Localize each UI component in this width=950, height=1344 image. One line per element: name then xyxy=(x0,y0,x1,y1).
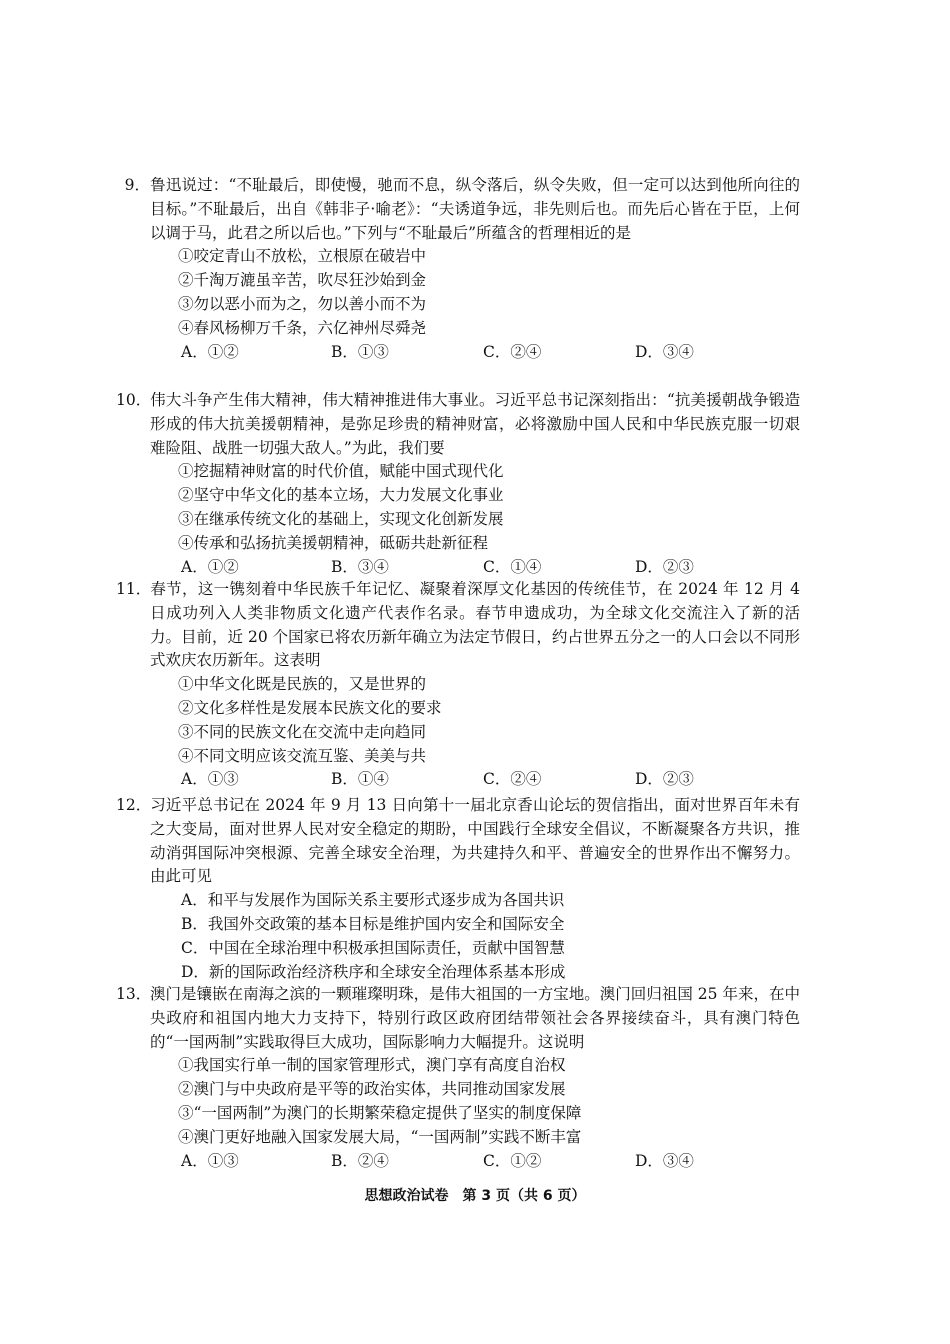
question-12 xyxy=(116,794,800,984)
question-number: 11． xyxy=(116,580,152,598)
answer-choices xyxy=(181,341,800,365)
choice-d: D．②③ xyxy=(635,770,694,789)
answer-choices xyxy=(181,556,800,580)
question-number: 13． xyxy=(116,985,152,1003)
choice-b: B．①③ xyxy=(331,342,389,361)
choice-a: A．和平与发展作为国际关系主要形式逐步成为各国共识 xyxy=(181,891,565,910)
choice-d: D．②③ xyxy=(635,557,694,576)
option-4: ④春风杨柳万千条，六亿神州尽舜尧 xyxy=(178,318,427,337)
choice-d: D．③④ xyxy=(635,342,694,361)
option-1: ①中华文化既是民族的，又是世界的 xyxy=(178,675,427,694)
choice-c: C．②④ xyxy=(483,342,542,361)
choice-a: A．①③ xyxy=(181,1151,239,1170)
choice-a: A．①③ xyxy=(181,770,239,789)
answer-choices xyxy=(181,768,800,792)
option-1: ①咬定青山不放松，立根原在破岩中 xyxy=(178,247,427,266)
page-footer: 思想政治试卷 第 3 页（共 6 页） xyxy=(364,1188,586,1204)
option-2: ②澳门与中央政府是平等的政治实体，共同推动国家发展 xyxy=(178,1080,566,1099)
choice-c: C．中国在全球治理中积极承担国际责任，贡献中国智慧 xyxy=(181,938,565,957)
option-4: ④传承和弘扬抗美援朝精神，砥砺共赴新征程 xyxy=(178,533,489,552)
choice-b: B．③④ xyxy=(331,557,389,576)
option-3: ③勿以恶小而为之，勿以善小而不为 xyxy=(178,294,427,313)
option-2: ②文化多样性是发展本民族文化的要求 xyxy=(178,698,442,717)
option-3: ③“一国两制”为澳门的长期繁荣稳定提供了坚实的制度保障 xyxy=(178,1103,582,1122)
answer-choices xyxy=(181,1150,800,1174)
option-4: ④澳门更好地融入国家发展大局，“一国两制”实践不断丰富 xyxy=(178,1127,582,1146)
option-1: ①挖掘精神财富的时代价值，赋能中国式现代化 xyxy=(178,462,504,481)
choice-a: A．①② xyxy=(181,557,239,576)
question-13 xyxy=(116,983,800,1173)
option-1: ①我国实行单一制的国家管理形式，澳门享有高度自治权 xyxy=(178,1056,566,1075)
question-stem: 春节，这一镌刻着中华民族千年记忆、凝聚着深厚文化基因的传统佳节，在 2024 年 12 月 4 日成功列入人类非物质文化遗产代表作名录。春节申遗成功，为全球文化交流注入了新的活力。目前，近 20 个国家已将农历新年确立为法定节假日，约占世界五分之一的人口会以不同形式欢庆农历新年。这表明 xyxy=(150,580,800,670)
question-number: 10． xyxy=(116,391,152,409)
choice-b: B．我国外交政策的基本目标是维护国内安全和国际安全 xyxy=(181,914,565,933)
question-number: 9． xyxy=(124,176,150,194)
choice-b: B．②④ xyxy=(331,1151,389,1170)
question-number: 12． xyxy=(116,796,152,814)
choice-c: C．①② xyxy=(483,1151,542,1170)
choice-d: D．新的国际政治经济秩序和全球安全治理体系基本形成 xyxy=(181,962,566,981)
question-10 xyxy=(116,389,800,579)
question-stem: 澳门是镶嵌在南海之滨的一颗璀璨明珠，是伟大祖国的一方宝地。澳门回归祖国 25 年来，在中央政府和祖国内地大力支持下，特别行政区政府团结带领社会各界接续奋斗，具有澳门特色的“一国两制”实践取得巨大成功，国际影响力大幅提升。这说明 xyxy=(150,985,800,1051)
option-3: ③不同的民族文化在交流中走向趋同 xyxy=(178,722,427,741)
option-3: ③在继承传统文化的基础上，实现文化创新发展 xyxy=(178,509,504,528)
option-4: ④不同文明应该交流互鉴、美美与共 xyxy=(178,746,427,765)
question-stem: 伟大斗争产生伟大精神，伟大精神推进伟大事业。习近平总书记深刻指出：“抗美援朝战争锻造形成的伟大抗美援朝精神，是弥足珍贵的精神财富，必将激励中国人民和中华民族克服一切艰难险阻、战胜一切强大敌人。”为此，我们要 xyxy=(150,391,800,457)
choice-c: C．②④ xyxy=(483,770,542,789)
option-2: ②千淘万漉虽辛苦，吹尽狂沙始到金 xyxy=(178,271,427,290)
choice-c: C．①④ xyxy=(483,557,542,576)
choice-a: A．①② xyxy=(181,342,239,361)
option-2: ②坚守中华文化的基本立场，大力发展文化事业 xyxy=(178,486,504,505)
choice-d: D．③④ xyxy=(635,1151,694,1170)
choice-b: B．①④ xyxy=(331,770,389,789)
question-stem: 习近平总书记在 2024 年 9 月 13 日向第十一届北京香山论坛的贺信指出，面对世界百年未有之大变局，面对世界人民对安全稳定的期盼，中国践行全球安全倡议，不断凝聚各方共识，推动消弭国际冲突根源、完善全球安全治理，为共建持久和平、普遍安全的世界作出不懈努力。由此可见 xyxy=(150,796,800,886)
question-11 xyxy=(116,578,800,792)
question-9 xyxy=(124,174,800,364)
question-stem: 鲁迅说过：“不耻最后，即使慢，驰而不息，纵令落后，纵令失败，但一定可以达到他所向往的目标。”不耻最后，出自《韩非子·喻老》：“夫诱道争远，非先则后也。而先后心皆在于臣，上何以调于马，此君之所以后也。”下列与“不耻最后”所蕴含的哲理相近的是 xyxy=(150,176,800,242)
